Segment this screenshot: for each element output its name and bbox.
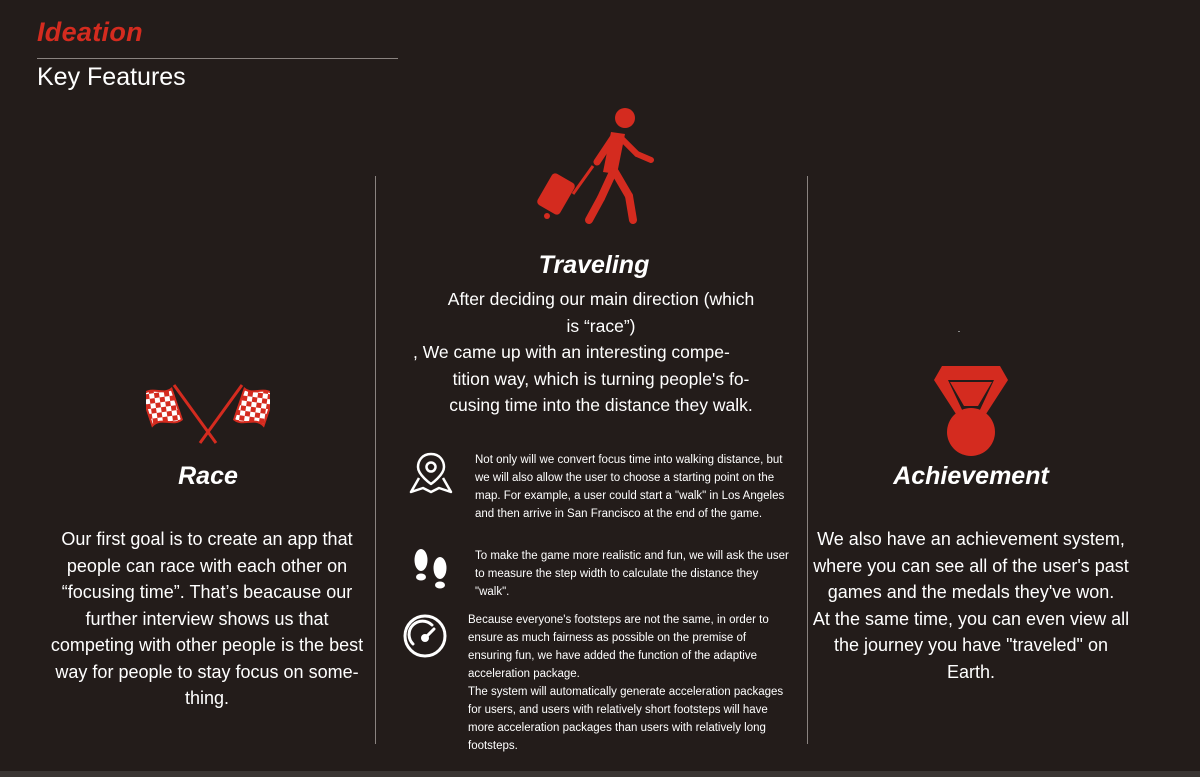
page-title: Key Features bbox=[37, 63, 186, 91]
footprints-icon bbox=[409, 546, 453, 592]
traveling-intro bbox=[402, 286, 800, 419]
stray-dot bbox=[958, 331, 960, 332]
section-label: Ideation bbox=[37, 17, 143, 47]
traveling-intro-line: , We came up with an interesting compe- bbox=[413, 342, 730, 362]
header-rule bbox=[37, 58, 398, 59]
traveling-intro-line: is “race”) bbox=[566, 315, 636, 336]
detail-acceleration-part1: Because everyone's footsteps are not the same, in order to ensure as much fairness as possible on the premise of ensuring fun, we have added the function of the adaptive acceleration package. bbox=[468, 614, 769, 680]
column-divider-right bbox=[807, 176, 808, 744]
detail-acceleration-part2: The system will automatically generate acceleration packages for users, and users with relatively short footsteps will have more acceleration packages than users with relatively long footsteps. bbox=[468, 686, 784, 752]
checkered-flags-icon bbox=[146, 375, 270, 445]
detail-footsteps-text: To make the game more realistic and fun, we will ask the user to measure the step width to calculate the distance they "walk". bbox=[475, 550, 789, 598]
map-pin-icon bbox=[407, 450, 455, 496]
traveling-intro-line: cusing time into the distance they walk. bbox=[449, 395, 753, 415]
achievement-description-part1: We also have an achievement system, where you can see all of the user's past games and the medals they've won. bbox=[813, 529, 1129, 602]
bottom-strip bbox=[0, 771, 1200, 777]
traveling-title: Traveling bbox=[538, 251, 650, 279]
achievement-description-part2: At the same time, you can even view all the journey you have "traveled" on Earth. bbox=[812, 608, 1130, 682]
achievement-title: Achievement bbox=[893, 462, 1049, 490]
achievement-description bbox=[812, 526, 1130, 685]
race-title: Race bbox=[178, 462, 238, 490]
traveling-intro-line: tition way, which is turning people's fo- bbox=[452, 368, 750, 389]
detail-acceleration-text bbox=[468, 611, 790, 755]
detail-map-text: Not only will we convert focus time into walking distance, but we will also allow the user to choose a starting point on the map. For example, a user could start a "walk" in Los Angeles and then arrive in San Francisco at the end of the game. bbox=[475, 454, 785, 520]
race-description: Our first goal is to create an app that people can race with each other on “focusing time”. That’s beacause our further interview shows us that competing with other people is the best way for people to stay focus on some-thing. bbox=[50, 529, 364, 708]
traveling-intro-line: After deciding our main direction (which bbox=[447, 289, 755, 309]
speedometer-icon bbox=[402, 613, 448, 659]
column-divider-left bbox=[375, 176, 376, 744]
traveler-with-luggage-icon bbox=[533, 104, 657, 228]
medal-icon bbox=[930, 366, 1012, 458]
